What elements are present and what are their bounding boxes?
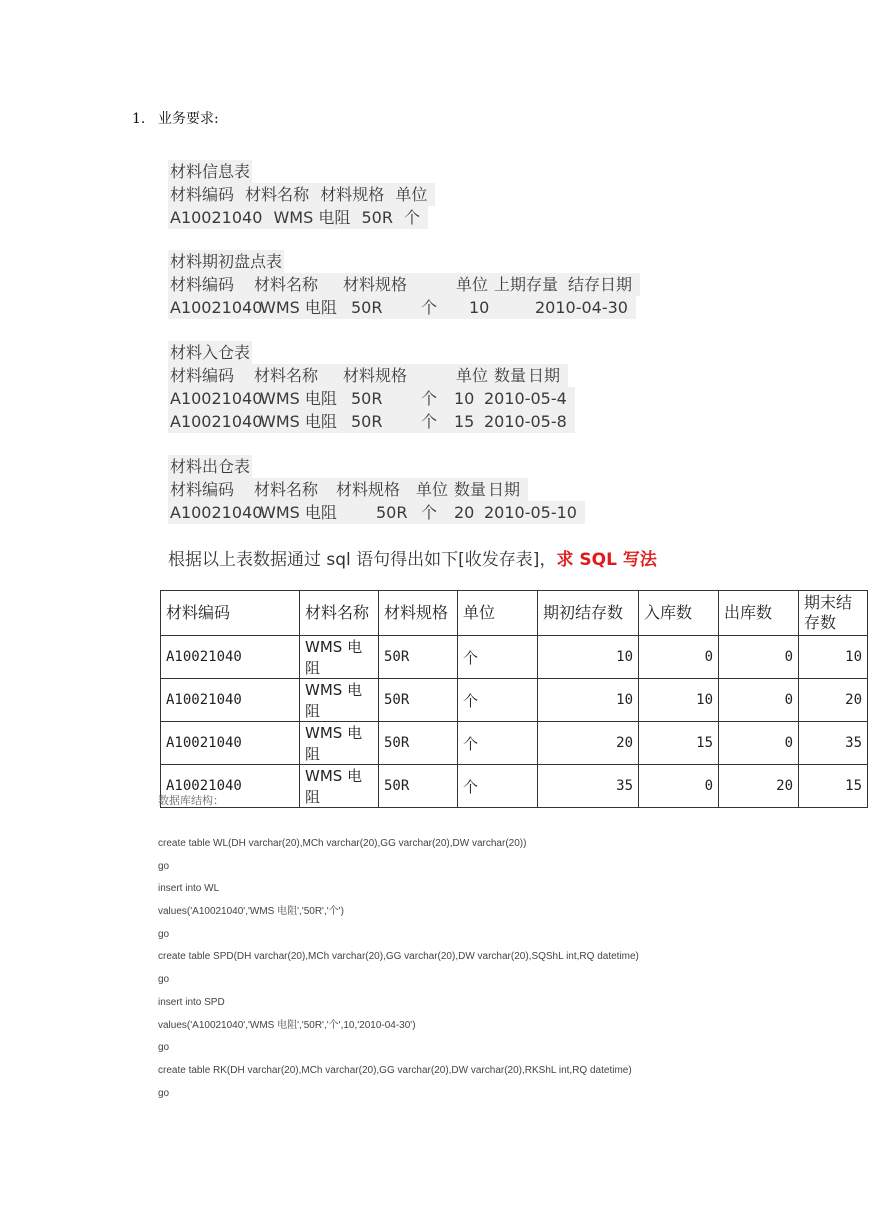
heading-text: 业务要求:: [158, 111, 219, 127]
block-data-row: [168, 410, 575, 433]
block-data-row: [168, 501, 585, 524]
code-line: go: [158, 974, 170, 986]
data-cell: 50R: [376, 503, 408, 522]
data-cell: 个: [421, 298, 438, 317]
data-cell: 10: [454, 389, 475, 408]
code-line: go: [158, 928, 170, 940]
table-cell: 0: [639, 636, 719, 679]
header-cell: 数量: [494, 366, 527, 385]
code-line: go: [158, 860, 170, 872]
result-header-cell: 期末结存数: [799, 591, 868, 636]
data-cell: WMS 电阻: [260, 389, 337, 408]
table-cell: 个: [458, 636, 538, 679]
header-cell: 日期: [528, 366, 561, 385]
header-cell: 材料规格: [336, 480, 401, 499]
result-header-cell: 单位: [458, 591, 538, 636]
code-line: create table WL(DH varchar(20),MCh varchar(20),GG varchar(20),DW varchar(20)): [158, 838, 527, 849]
code-line: insert into WL: [158, 883, 220, 895]
stock-out-block: [168, 455, 585, 524]
table-cell: 50R: [379, 765, 458, 808]
data-cell: 50R: [351, 412, 383, 431]
header-cell: 日期: [488, 480, 521, 499]
data-cell: WMS 电阻: [260, 298, 337, 317]
table-cell: 50R: [379, 679, 458, 722]
data-cell: A10021040: [170, 503, 263, 522]
code-line: insert into SPD: [158, 996, 225, 1008]
data-cell: A10021040: [170, 208, 263, 227]
table-cell: WMS 电阻: [300, 679, 379, 722]
data-cell: 个: [421, 503, 438, 522]
data-cell: A10021040: [170, 298, 263, 317]
db-structure-title: 数据库结构：: [158, 794, 224, 807]
data-cell: 个: [404, 208, 421, 227]
data-cell: 2010-05-4: [484, 389, 567, 408]
header-cell: 材料名称: [254, 366, 319, 385]
table-cell: WMS 电阻: [300, 636, 379, 679]
result-header-cell: 材料名称: [300, 591, 379, 636]
result-header-cell: 材料规格: [379, 591, 458, 636]
data-cell: 50R: [351, 389, 383, 408]
result-table: [160, 590, 868, 808]
block-title: 材料入仓表: [170, 343, 251, 362]
table-cell: A10021040: [161, 679, 300, 722]
table-cell: 35: [538, 765, 639, 808]
result-header-cell: 入库数: [639, 591, 719, 636]
table-row: [161, 679, 868, 722]
table-cell: 20: [799, 679, 868, 722]
block-header-row: [168, 183, 435, 206]
header-cell: 数量: [454, 480, 487, 499]
table-cell: 个: [458, 722, 538, 765]
table-cell: WMS 电阻: [300, 722, 379, 765]
header-cell: 单位: [416, 480, 449, 499]
block-data-row: [168, 296, 636, 319]
question-emphasis: 求 SQL 写法: [556, 550, 657, 570]
header-cell: 上期存量: [494, 275, 559, 294]
data-cell: 15: [454, 412, 475, 431]
table-cell: 15: [799, 765, 868, 808]
header-cell: 材料规格: [320, 185, 385, 204]
data-cell: 50R: [351, 298, 383, 317]
table-cell: 15: [639, 722, 719, 765]
data-cell: 50R: [361, 208, 393, 227]
table-cell: 50R: [379, 636, 458, 679]
code-line: create table SPD(DH varchar(20),MCh varchar(20),GG varchar(20),DW varchar(20),SQShL int,RQ datetime): [158, 951, 639, 963]
block-data-row: [168, 387, 575, 410]
code-line: create table RK(DH varchar(20),MCh varchar(20),GG varchar(20),DW varchar(20),RKShL int,RQ datetime): [158, 1064, 632, 1076]
table-cell: A10021040: [161, 636, 300, 679]
header-cell: 材料规格: [343, 275, 408, 294]
table-cell: 0: [719, 679, 799, 722]
data-cell: 10: [469, 298, 490, 317]
block-title: 材料出仓表: [170, 457, 251, 476]
table-cell: 35: [799, 722, 868, 765]
table-cell: 10: [538, 679, 639, 722]
block-header-row: [168, 478, 528, 501]
opening-inventory-block: [168, 250, 640, 319]
heading-number: 1.: [132, 111, 146, 127]
result-header-row: [161, 591, 868, 636]
header-cell: 材料编码: [170, 185, 235, 204]
header-cell: 材料规格: [343, 366, 408, 385]
sql-code-block: [158, 836, 639, 1108]
result-header-cell: 期初结存数: [538, 591, 639, 636]
header-cell: 单位: [456, 366, 489, 385]
data-cell: 个: [421, 412, 438, 431]
table-cell: 50R: [379, 722, 458, 765]
table-cell: 10: [799, 636, 868, 679]
block-title: 材料期初盘点表: [170, 252, 283, 271]
question-body: 根据以上表数据通过 sql 语句得出如下[收发存表]，: [168, 550, 557, 570]
table-row: [161, 722, 868, 765]
table-cell: WMS 电阻: [300, 765, 379, 808]
block-title: 材料信息表: [170, 162, 251, 181]
table-cell: 10: [538, 636, 639, 679]
header-cell: 结存日期: [568, 275, 633, 294]
data-cell: 个: [421, 389, 438, 408]
data-cell: 2010-04-30: [535, 298, 628, 317]
block-header-row: [168, 364, 568, 387]
header-cell: 材料名称: [254, 480, 319, 499]
data-cell: A10021040: [170, 389, 263, 408]
header-cell: 单位: [395, 185, 428, 204]
table-cell: 个: [458, 765, 538, 808]
table-cell: 0: [719, 636, 799, 679]
table-cell: 个: [458, 679, 538, 722]
code-line: values('A10021040','WMS 电阻','50R','个',10,'2010-04-30'): [158, 1019, 416, 1031]
code-line: values('A10021040','WMS 电阻','50R','个'): [158, 906, 344, 918]
table-cell: 0: [719, 722, 799, 765]
header-cell: 材料编码: [170, 275, 235, 294]
code-line: go: [158, 1042, 170, 1054]
header-cell: 材料名称: [254, 275, 319, 294]
table-cell: A10021040: [161, 765, 300, 808]
result-header-cell: 出库数: [719, 591, 799, 636]
table-cell: 0: [639, 765, 719, 808]
data-cell: WMS 电阻: [273, 208, 351, 227]
data-cell: WMS 电阻: [260, 503, 337, 522]
stock-in-block: [168, 341, 575, 433]
data-cell: 2010-05-10: [484, 503, 577, 522]
header-cell: 材料名称: [245, 185, 310, 204]
table-row: [161, 765, 868, 808]
data-cell: 2010-05-8: [484, 412, 567, 431]
header-cell: 材料编码: [170, 480, 235, 499]
table-cell: 10: [639, 679, 719, 722]
table-row: [161, 636, 868, 679]
material-info-block: [168, 160, 435, 229]
data-cell: A10021040: [170, 412, 263, 431]
table-cell: 20: [538, 722, 639, 765]
header-cell: 单位: [456, 275, 489, 294]
section-heading: [132, 108, 219, 128]
table-cell: A10021040: [161, 722, 300, 765]
table-cell: 20: [719, 765, 799, 808]
data-cell: 20: [454, 503, 475, 522]
header-cell: 材料编码: [170, 366, 235, 385]
result-header-cell: 材料编码: [161, 591, 300, 636]
data-cell: WMS 电阻: [260, 412, 337, 431]
question-text: [168, 545, 657, 570]
block-data-row: [168, 206, 428, 229]
block-header-row: [168, 273, 640, 296]
code-line: go: [158, 1087, 170, 1099]
